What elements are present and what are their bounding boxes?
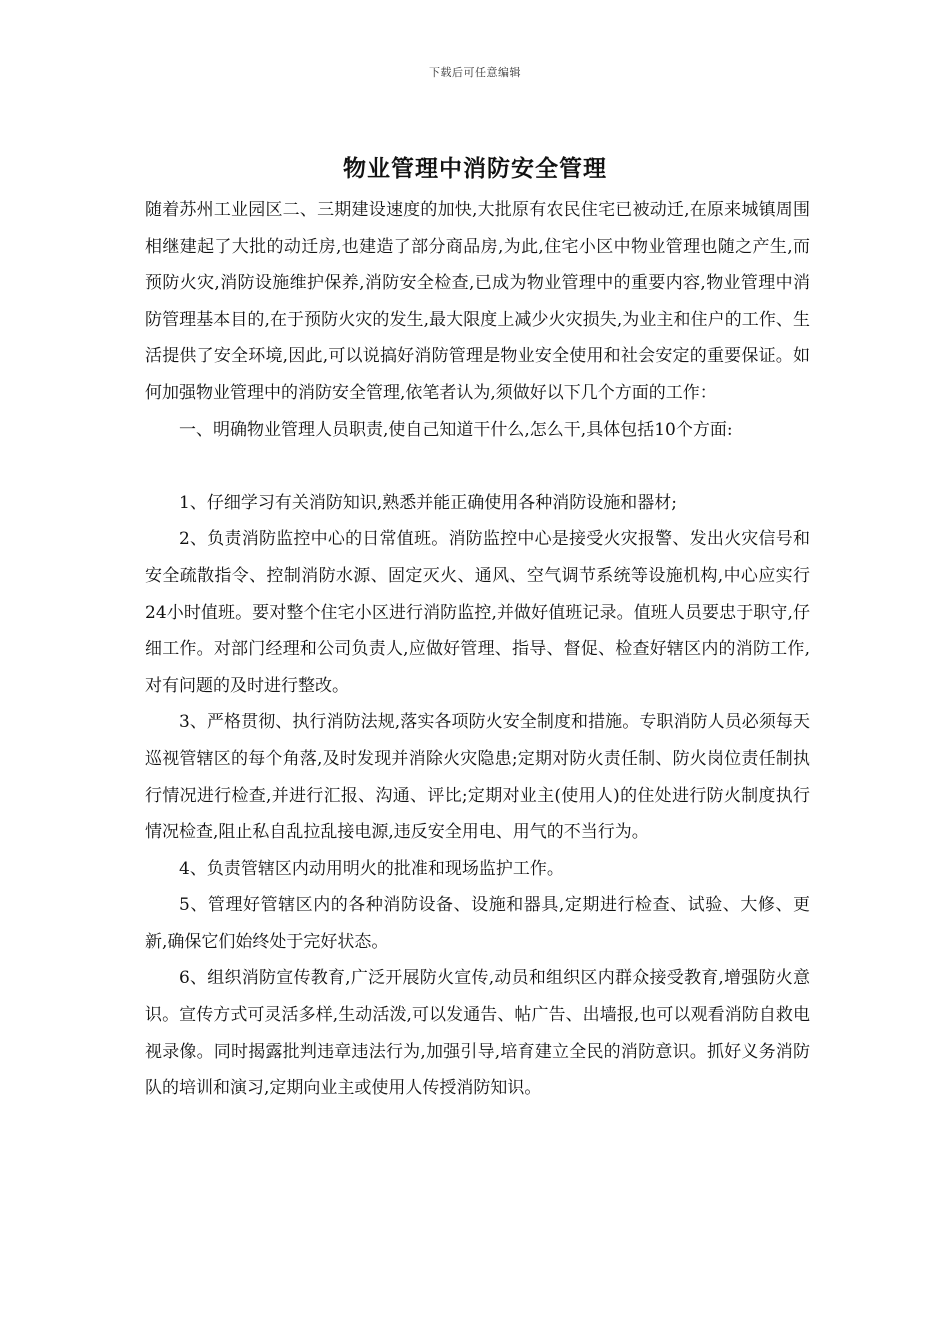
section-heading: 一、明确物业管理人员职责,使自己知道干什么,怎么干,具体包括10个方面: xyxy=(179,419,733,440)
list-item: 6、组织消防宣传教育,广泛开展防火宣传,动员和组织区内群众接受教育,增强防火意识。宣传方式可灵活多样,生动活泼,可以发通告、帖广告、出墙报,也可以观看消防自救电视录像。同时揭露批判违章违法行为,加强引导,培育建立全民的消防意识。抓好义务消防队的培训和演习,定期向业主或使用人传授消防知识。 xyxy=(145,968,810,1099)
list-item: 3、严格贯彻、执行消防法规,落实各项防火安全制度和措施。专职消防人员必须每天巡视管辖区的每个角落,及时发现并消除火灾隐患;定期对防火责任制、防火岗位责任制执行情况进行检查,并进行汇报、沟通、评比;定期对业主(使用人)的住处进行防火制度执行情况检查,阻止私自乱拉乱接电源,违反安全用电、用气的不当行为。 xyxy=(145,712,810,843)
list-item: 1、仔细学习有关消防知识,熟悉并能正确使用各种消防设施和器材; xyxy=(179,492,677,513)
blank-line xyxy=(145,448,810,485)
document-title: 物业管理中消防安全管理 xyxy=(343,155,607,182)
list-item: 4、负责管辖区内动用明火的批准和现场监护工作。 xyxy=(179,858,564,879)
list-item: 5、管理好管辖区内的各种消防设备、设施和器具,定期进行检查、试验、大修、更新,确保它们始终处于完好状态。 xyxy=(145,895,810,952)
document-body xyxy=(145,192,810,1107)
list-item: 2、负责消防监控中心的日常值班。消防监控中心是接受火灾报警、发出火灾信号和安全疏散指令、控制消防水源、固定灭火、通风、空气调节系统等设施机构,中心应实行24小时值班。要对整个住宅小区进行消防监控,并做好值班记录。值班人员要忠于职守,仔细工作。对部门经理和公司负责人,应做好管理、指导、督促、检查好辖区内的消防工作,对有问题的及时进行整改。 xyxy=(145,529,810,696)
intro-paragraph: 随着苏州工业园区二、三期建设速度的加快,大批原有农民住宅已被动迁,在原来城镇周围相继建起了大批的动迁房,也建造了部分商品房,为此,住宅小区中物业管理也随之产生,而预防火灾,消防设施维护保养,消防安全检查,已成为物业管理中的重要内容,物业管理中消防管理基本目的,在于预防火灾的发生,最大限度上减少火灾损失,为业主和住户的工作、生活提供了安全环境,因此,可以说搞好消防管理是物业安全使用和社会安定的重要保证。如何加强物业管理中的消防安全管理,依笔者认为,须做好以下几个方面的工作： xyxy=(145,200,810,403)
header-note: 下载后可任意编辑 xyxy=(429,66,521,79)
